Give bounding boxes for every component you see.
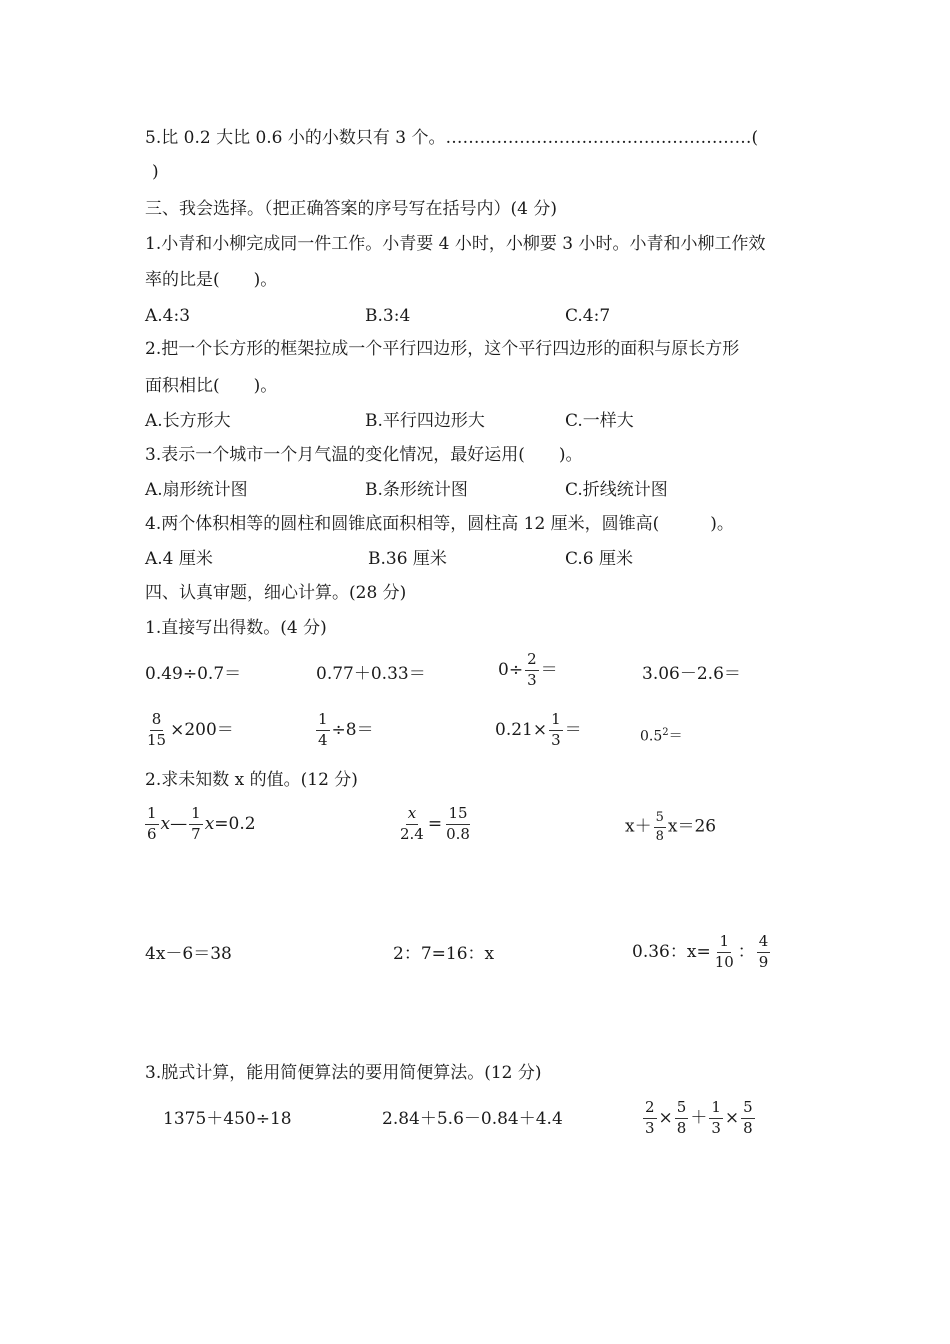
fraction: $\frac{1}{6}$ (147, 804, 157, 843)
calc-2b: $\frac{1}{4}$ ÷8＝ (318, 710, 374, 749)
q4-line1: 4.两个体积相等的圆柱和圆锥底面积相等，圆柱高 12 厘米，圆锥高( )。 (145, 514, 734, 534)
q3-option-b: B.条形统计图 (365, 480, 468, 500)
equation-4: 4x－6＝38 (145, 944, 232, 964)
calc-2c: 0.21× $\frac{1}{3}$ ＝ (495, 710, 582, 749)
q2-line2: 面积相比( )。 (145, 376, 278, 396)
fraction: $\frac{1}{3}$ (711, 1098, 721, 1137)
calc-2d: $0.5^2=$ (640, 727, 683, 745)
q1-option-a: A.4:3 (145, 306, 191, 326)
section4-title: 四、认真审题，细心计算。(28 分) (145, 583, 407, 603)
fraction: $\frac{5}{8}$ (655, 810, 664, 844)
q1-option-c: C.4:7 (565, 306, 611, 326)
q1-line1: 1.小青和小柳完成同一件工作。小青要 4 小时，小柳要 3 小时。小青和小柳工作效 (145, 234, 766, 254)
equation-3: x＋ $\frac{5}{8}$ x＝26 (625, 810, 717, 844)
q3-option-c: C.折线统计图 (565, 480, 668, 500)
fraction: $\frac{4}{9}$ (758, 932, 769, 971)
fraction: $\frac{5}{8}$ (743, 1098, 753, 1137)
fraction: $\frac{1}{7}$ (191, 804, 201, 843)
calc-1b: 0.77＋0.33＝ (316, 664, 426, 684)
fraction: $\frac{2}{3}$ (527, 650, 537, 689)
fraction: $\frac{8}{15}$ (147, 710, 167, 749)
q2-line1: 2.把一个长方形的框架拉成一个平行四边形，这个平行四边形的面积与原长方形 (145, 339, 740, 359)
calc-expr-1: 1375＋450÷18 (163, 1109, 292, 1129)
fraction: $\frac{1}{10}$ (714, 932, 734, 971)
q4-option-b: B.36 厘米 (368, 549, 447, 569)
calc-1a: 0.49÷0.7＝ (145, 664, 242, 684)
part2-title: 2.求未知数 x 的值。(12 分) (145, 770, 358, 790)
calc-1c: 0÷ $\frac{2}{3}$ ＝ (498, 650, 558, 689)
fraction: $\frac{5}{8}$ (676, 1098, 687, 1137)
fraction: $\frac{2}{3}$ (645, 1098, 655, 1137)
part1-title: 1.直接写出得数。(4 分) (145, 618, 327, 638)
fraction: $\frac{1}{3}$ (551, 710, 561, 749)
judge-item-5-close: ) (152, 162, 159, 182)
q1-line2: 率的比是( )。 (145, 270, 278, 290)
part3-title: 3.脱式计算，能用简便算法的要用简便算法。(12 分) (145, 1063, 542, 1083)
q1-option-b: B.3:4 (365, 306, 411, 326)
fraction: $\frac{1}{4}$ (318, 710, 328, 749)
q2-option-b: B.平行四边形大 (365, 411, 485, 431)
equation-1: $\frac{1}{6}$ x— $\frac{1}{7}$ x=0.2 (147, 804, 256, 843)
q3-option-a: A.扇形统计图 (145, 480, 248, 500)
calc-1d: 3.06－2.6＝ (642, 664, 741, 684)
fraction: $\frac{x}{2.4}$ (400, 804, 424, 843)
equation-6: 0.36：x= $\frac{1}{10}$ ： $\frac{4}{9}$ (632, 932, 769, 971)
q2-option-c: C.一样大 (565, 411, 634, 431)
q2-option-a: A.长方形大 (145, 411, 231, 431)
q4-option-a: A.4 厘米 (145, 549, 213, 569)
fraction: $\frac{15}{0.8}$ (446, 804, 470, 843)
calc-2a: $\frac{8}{15}$ ×200＝ (147, 710, 234, 749)
calc-expr-2: 2.84＋5.6－0.84＋4.4 (382, 1109, 563, 1129)
judge-item-5: 5.比 0.2 大比 0.6 小的小数只有 3 个。………………………………………………( (145, 128, 759, 148)
equation-5: 2：7=16：x (393, 944, 495, 964)
calc-expr-3: $\frac{2}{3}$ × $\frac{5}{8}$ ＋ $\frac{1}{3}$ × $\frac{5}{8}$ (645, 1098, 753, 1137)
equation-2: $\frac{x}{2.4}$ = $\frac{15}{0.8}$ (400, 804, 470, 843)
q3-line1: 3.表示一个城市一个月气温的变化情况，最好运用( )。 (145, 445, 583, 465)
q4-option-c: C.6 厘米 (565, 549, 634, 569)
section3-title: 三、我会选择。（把正确答案的序号写在括号内）(4 分) (145, 199, 557, 219)
